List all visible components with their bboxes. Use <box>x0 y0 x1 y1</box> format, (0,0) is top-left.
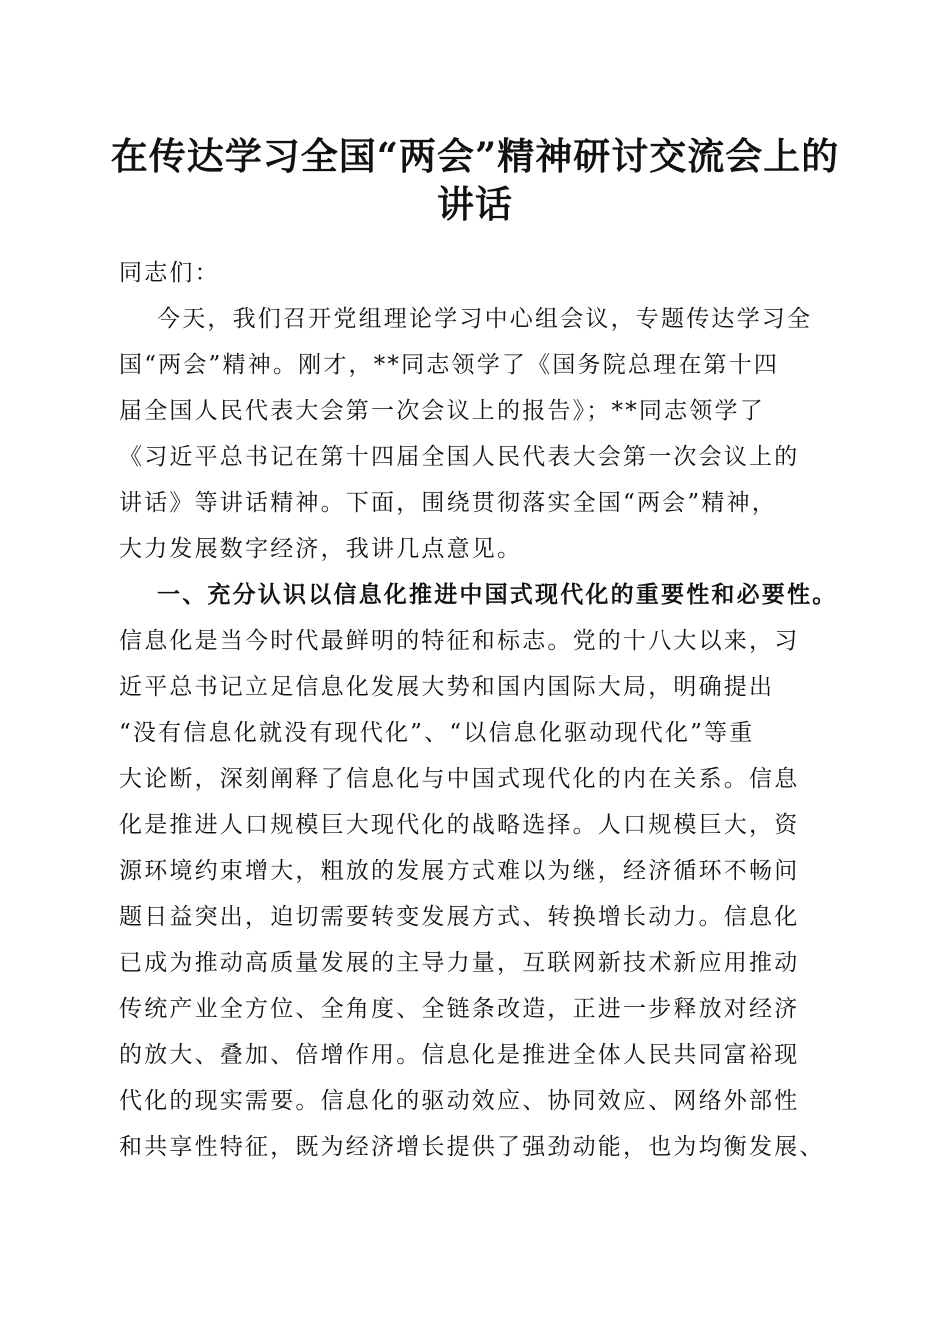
paragraph-line: 源环境约束增大，粗放的发展方式难以为继，经济循环不畅问 <box>119 858 800 884</box>
paragraph-line: 大力发展数字经济，我讲几点意见。 <box>119 536 523 562</box>
paragraph-line: 大论断，深刻阐释了信息化与中国式现代化的内在关系。信息 <box>119 766 800 792</box>
paragraph-line: 讲话》等讲话精神。下面，围绕贯彻落实全国“两会”精神， <box>119 490 777 516</box>
paragraph-line: 今天，我们召开党组理论学习中心组会议，专题传达学习全 <box>157 306 813 332</box>
paragraph-line: 和共享性特征，既为经济增长提供了强劲动能，也为均衡发展、 <box>119 1134 825 1160</box>
paragraph-line: 国“两会”精神。刚才，**同志领学了《国务院总理在第十四 <box>119 352 780 378</box>
paragraph-line: 近平总书记立足信息化发展大势和国内国际大局，明确提出 <box>119 674 775 700</box>
salutation: 同志们： <box>119 260 220 286</box>
paragraph-line: 已成为推动高质量发展的主导力量，互联网新技术新应用推动 <box>119 950 800 976</box>
title-line: 在传达学习全国“两会”精神研讨交流会上的 <box>110 134 840 178</box>
paragraph-line: “没有信息化就没有现代化”、“以信息化驱动现代化”等重 <box>119 720 755 746</box>
paragraph-line: 题日益突出，迫切需要转变发展方式、转换增长动力。信息化 <box>119 904 800 930</box>
paragraph-line: 传统产业全方位、全角度、全链条改造，正进一步释放对经济 <box>119 996 800 1022</box>
paragraph-line: 届全国人民代表大会第一次会议上的报告》；**同志领学了 <box>119 398 765 424</box>
paragraph-line: 信息化是当今时代最鲜明的特征和标志。党的十八大以来，习 <box>119 628 800 654</box>
document-body <box>119 250 839 1170</box>
paragraph-line: 的放大、叠加、倍增作用。信息化是推进全体人民共同富裕现 <box>119 1042 800 1068</box>
title-line: 讲话 <box>437 182 513 226</box>
paragraph-line: 化是推进人口规模巨大现代化的战略选择。人口规模巨大，资 <box>119 812 800 838</box>
section-heading: 一、充分认识以信息化推进中国式现代化的重要性和必要性。 <box>157 581 838 608</box>
document-title <box>100 132 850 228</box>
paragraph-line: 《习近平总书记在第十四届全国人民代表大会第一次会议上的 <box>119 444 800 470</box>
paragraph-line: 代化的现实需要。信息化的驱动效应、协同效应、网络外部性 <box>119 1088 800 1114</box>
